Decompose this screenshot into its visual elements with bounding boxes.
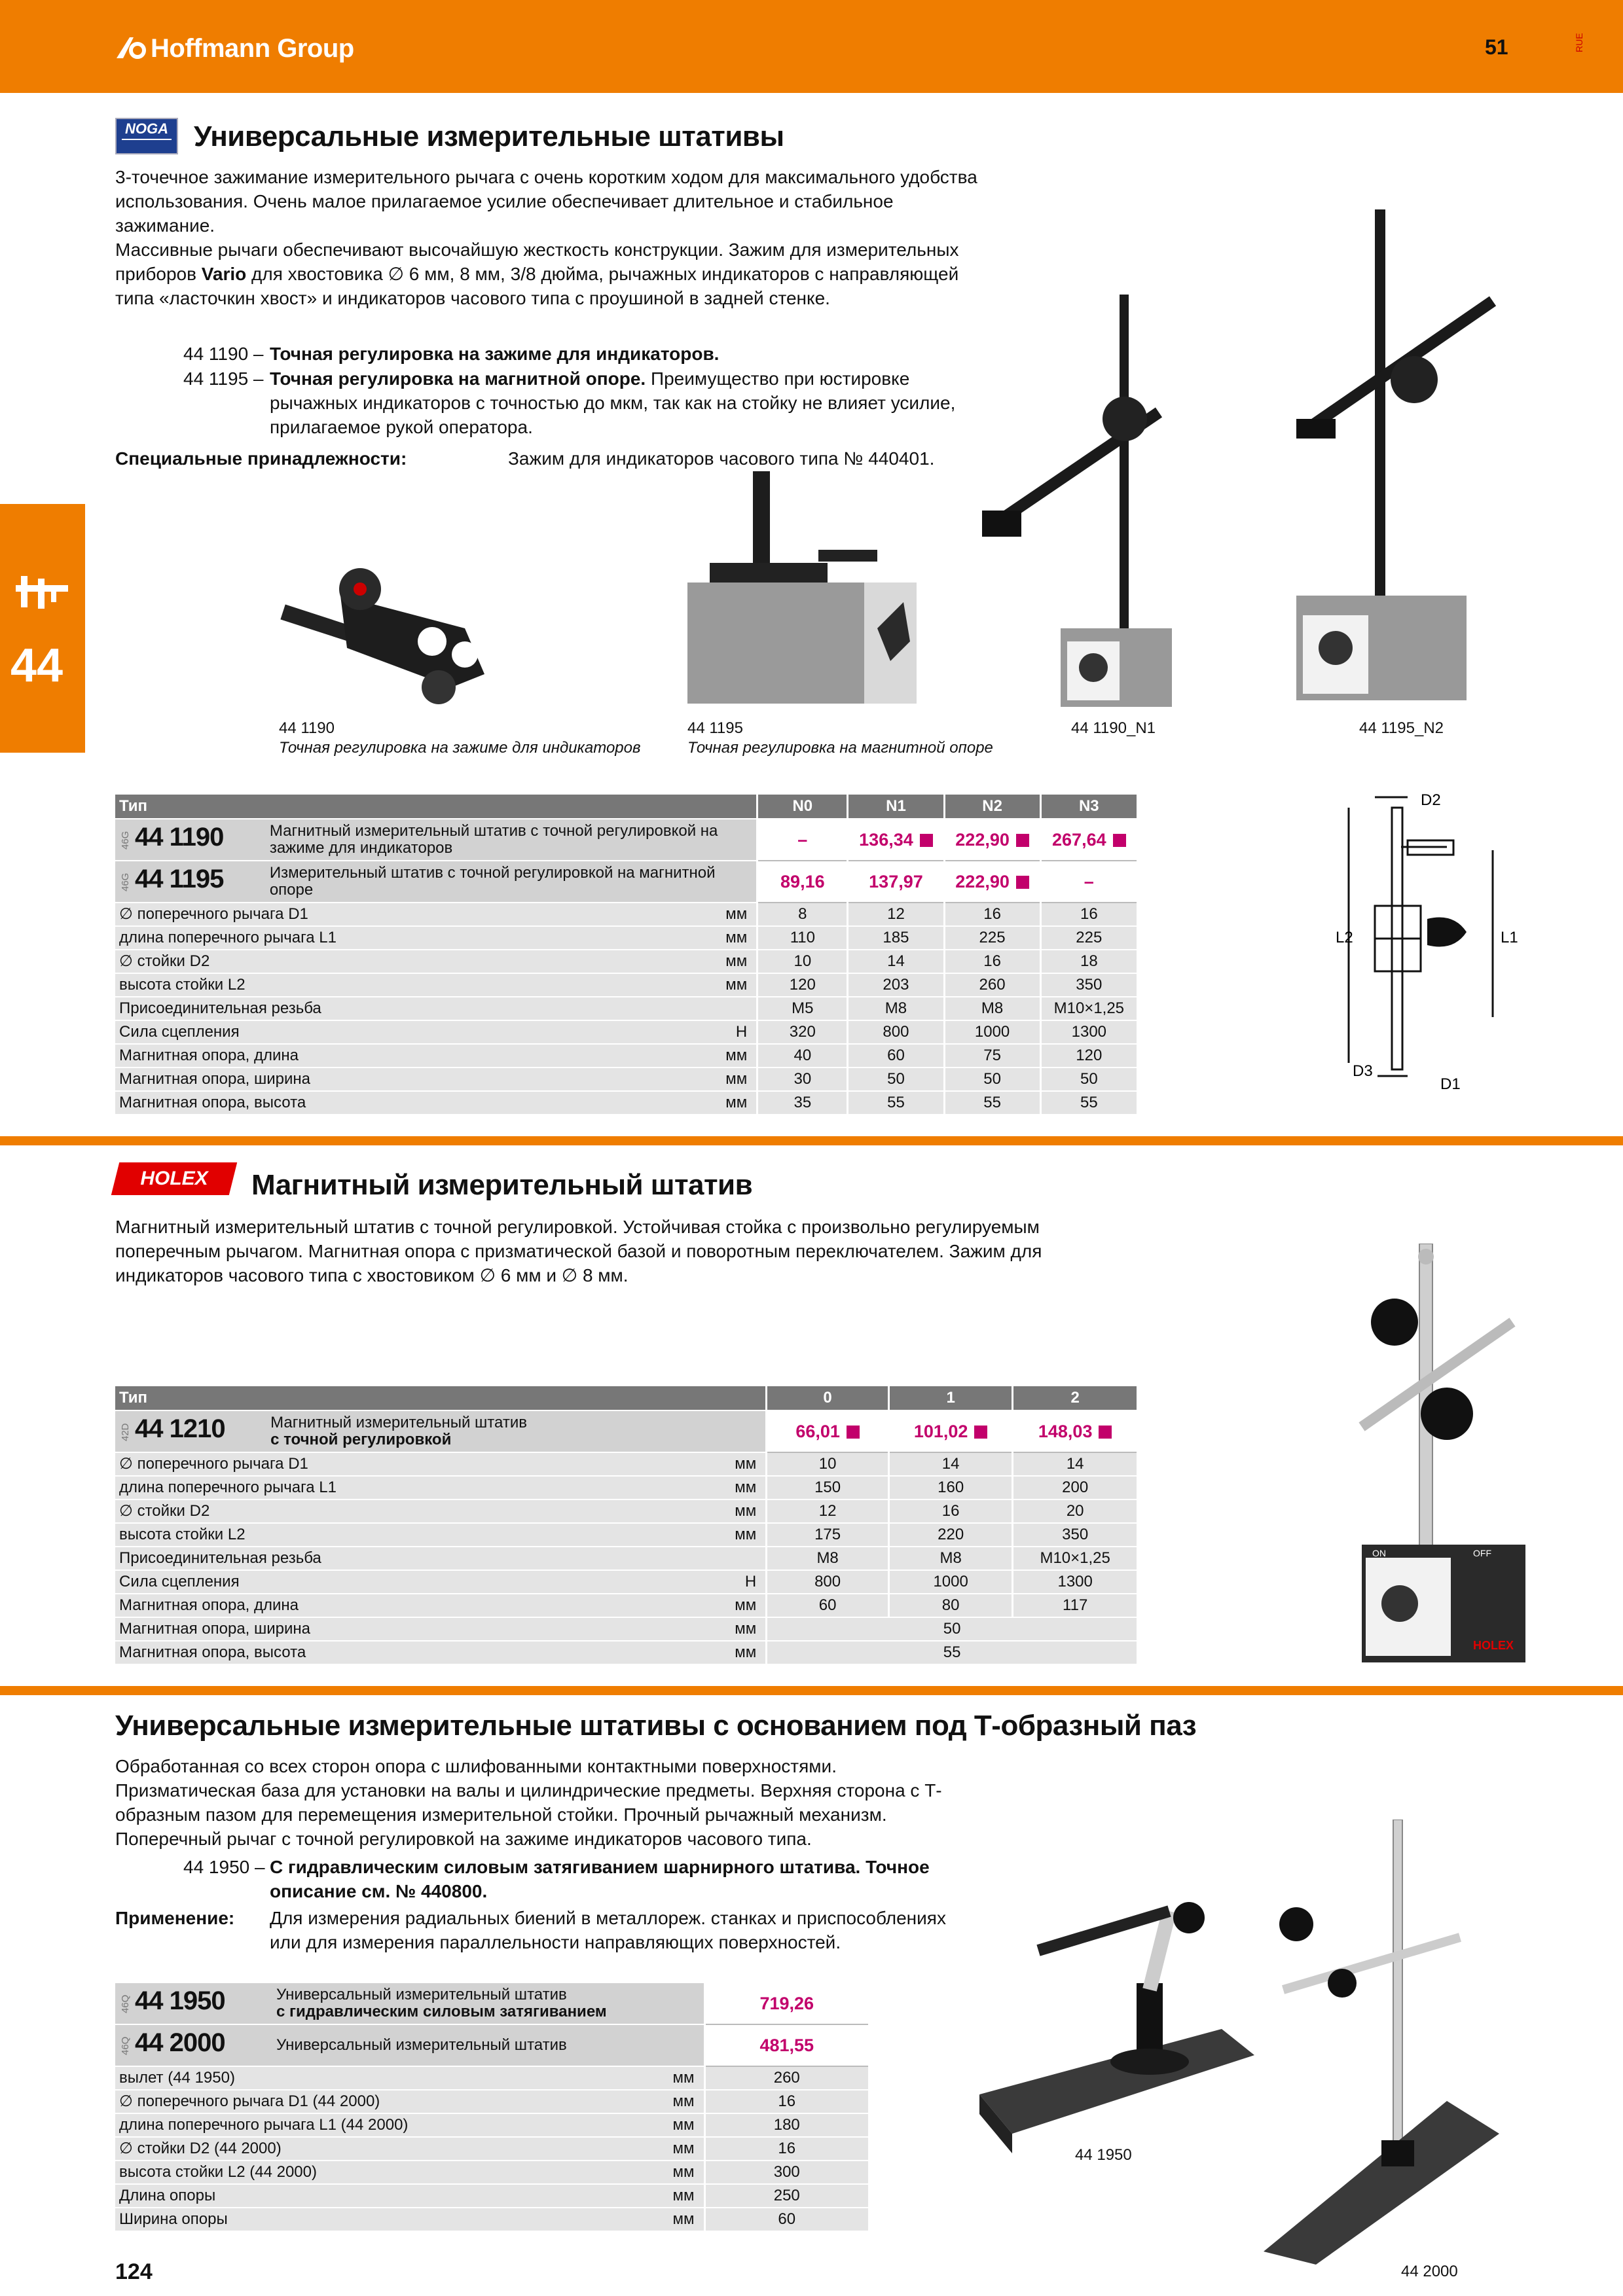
hoffmann-logo-icon	[115, 35, 147, 60]
section-divider	[0, 1136, 1623, 1145]
spec-unit: мм	[665, 2113, 704, 2137]
spec-value: 50	[767, 1617, 1137, 1641]
product-description: Магнитный измерительный штатив с точной регулировкой	[266, 1410, 767, 1452]
spec-value: 225	[1040, 926, 1137, 950]
spec-unit: мм	[665, 2184, 704, 2208]
spec-unit: мм	[600, 926, 757, 950]
article-number: 46Q 44 1950	[115, 1983, 272, 2024]
spec-label: вылет (44 1950)	[115, 2066, 665, 2090]
spec-value: 12	[848, 903, 944, 926]
spec-unit: мм	[665, 2161, 704, 2184]
spec-label: длина поперечного рычага L1	[115, 1476, 607, 1499]
table-row	[115, 1067, 1137, 1091]
type-header: Тип	[115, 1386, 767, 1410]
product-description: Универсальный измерительный штатив	[272, 2024, 704, 2066]
language-code: RUE	[1574, 33, 1584, 52]
spec-value: 150	[767, 1476, 889, 1499]
dim-label: D2	[1421, 791, 1441, 809]
spec-label: ∅ стойки D2 (44 2000)	[115, 2137, 665, 2161]
spec-value: 55	[944, 1091, 1040, 1115]
article-number: 42D 44 1210	[115, 1410, 266, 1452]
table-row	[115, 2113, 868, 2137]
product-description: Магнитный измерительный штатив с точной регулировкой на зажиме для индикаторов	[266, 819, 757, 861]
brand-logo: Hoffmann Group	[115, 34, 354, 63]
article-number: 46Q 44 2000	[115, 2024, 272, 2066]
product-row[interactable]	[115, 1983, 868, 2024]
price-cell[interactable]: 136,34	[848, 819, 944, 861]
spec-unit	[607, 1547, 767, 1570]
stand-n2-image	[1283, 196, 1499, 707]
dim-label: D1	[1440, 1075, 1461, 1093]
spec-value: 1000	[888, 1570, 1012, 1594]
spec-label: ∅ поперечного рычага D1	[115, 1452, 607, 1476]
table-row	[115, 1091, 1137, 1115]
spec-label: Магнитная опора, высота	[115, 1091, 600, 1115]
image-caption: 44 1190 Точная регулировка на зажиме для индикаторов	[279, 719, 641, 757]
column-header: 2	[1013, 1386, 1137, 1410]
switch-off-label: OFF	[1473, 1548, 1491, 1558]
table-row	[115, 2184, 868, 2208]
price-cell[interactable]: –	[1040, 861, 1137, 903]
image-caption: 44 1190_N1	[1071, 719, 1156, 737]
product-row[interactable]	[115, 2024, 868, 2066]
spec-value: M5	[757, 997, 848, 1020]
spec-label: Сила сцепления	[115, 1570, 607, 1594]
spec-label: Магнитная опора, ширина	[115, 1067, 600, 1091]
dim-label: L1	[1501, 929, 1518, 946]
spec-value: 203	[848, 973, 944, 997]
column-header: N2	[944, 795, 1040, 819]
spec-unit: мм	[600, 950, 757, 973]
spec-unit: мм	[600, 1091, 757, 1115]
spec-value: M8	[848, 997, 944, 1020]
spec-unit: мм	[665, 2090, 704, 2113]
spec-unit: мм	[600, 1067, 757, 1091]
table-row	[115, 1617, 1137, 1641]
image-caption: 44 1195_N2	[1359, 719, 1444, 737]
spec-value: 250	[704, 2184, 868, 2208]
spec-value: 55	[767, 1641, 1137, 1664]
spec-label: высота стойки L2 (44 2000)	[115, 2161, 665, 2184]
dim-label: D3	[1353, 1062, 1373, 1080]
column-header: 1	[888, 1386, 1012, 1410]
spec-value: 14	[888, 1452, 1012, 1476]
chapter-tab	[0, 504, 85, 753]
spec-unit: Н	[600, 1020, 757, 1044]
table-row	[115, 926, 1137, 950]
image-caption: 44 2000	[1401, 2263, 1458, 2280]
column-header: N3	[1040, 795, 1137, 819]
spec-value: 55	[848, 1091, 944, 1115]
price-cell[interactable]: 222,90	[944, 861, 1040, 903]
spec-label: Магнитная опора, ширина	[115, 1617, 607, 1641]
chapter-number: 44	[10, 639, 64, 692]
spec-value: 50	[944, 1067, 1040, 1091]
spec-value: 260	[944, 973, 1040, 997]
price-cell[interactable]: 222,90	[944, 819, 1040, 861]
table-row	[115, 1641, 1137, 1664]
holex-logo: HOLEX	[111, 1162, 237, 1195]
note-code: 44 1950 –	[183, 1857, 265, 1877]
magnetic-base-image	[681, 471, 943, 707]
spec-value: 1300	[1040, 1020, 1137, 1044]
spec-value: 14	[848, 950, 944, 973]
spec-value: 8	[757, 903, 848, 926]
price-cell[interactable]: 481,55	[704, 2024, 868, 2066]
spec-value: 200	[1013, 1476, 1137, 1499]
note-code: 44 1195 –	[183, 368, 264, 389]
spec-value: 60	[767, 1594, 889, 1617]
spec-unit: мм	[607, 1617, 767, 1641]
spec-value: 16	[704, 2137, 868, 2161]
stock-marker-icon	[847, 1426, 860, 1439]
table-row	[115, 1547, 1137, 1570]
table-row	[115, 2208, 868, 2231]
spec-label: ∅ поперечного рычага D1 (44 2000)	[115, 2090, 665, 2113]
spec-table-stands	[115, 795, 1137, 1115]
switch-on-label: ON	[1372, 1548, 1386, 1558]
spec-value: 800	[767, 1570, 889, 1594]
spec-value: 180	[704, 2113, 868, 2137]
product-row[interactable]	[115, 819, 1137, 861]
table-row	[115, 1594, 1137, 1617]
page-number: 51	[1485, 35, 1508, 59]
section-title: Универсальные измерительные штативы	[194, 120, 784, 152]
table-row	[115, 1452, 1137, 1476]
spec-label: Магнитная опора, высота	[115, 1641, 607, 1664]
section-title: Магнитный измерительный штатив	[251, 1169, 753, 1201]
table-header-row	[115, 795, 1137, 819]
dim-label: L2	[1336, 929, 1353, 946]
spec-unit: мм	[607, 1499, 767, 1523]
product-row[interactable]	[115, 861, 1137, 903]
section-divider	[0, 1686, 1623, 1695]
spec-label: Присоединительная резьба	[115, 997, 600, 1020]
spec-value: 1300	[1013, 1570, 1137, 1594]
spec-label: высота стойки L2	[115, 1523, 607, 1547]
table-row	[115, 1044, 1137, 1067]
spec-unit: Н	[607, 1570, 767, 1594]
spec-value: 120	[757, 973, 848, 997]
spec-unit: мм	[665, 2066, 704, 2090]
stock-marker-icon	[1016, 876, 1029, 889]
spec-value: 160	[888, 1476, 1012, 1499]
intro-paragraph: 3-точечное зажимание измерительного рычага с очень коротким ходом для максимального удобства использования. Очень малое прилагаемое усилие обеспечивает длительное и стабильное зажимание.	[115, 167, 977, 236]
table-row	[115, 973, 1137, 997]
description-paragraph: Массивные рычаги обеспечивают высочайшую жесткость конструкции. Зажим для измерительных приборов Vario для хвостовика ∅ 6 мм, 8 мм, 3/8 дюйма, рычажных индикаторов с направляющей типа «ласточкин хвост» и индикаторов часового типа с проушиной в задней стенке.	[115, 240, 959, 308]
spec-unit: мм	[607, 1476, 767, 1499]
spec-value: 16	[1040, 903, 1137, 926]
spec-value: 60	[704, 2208, 868, 2231]
spec-value: M8	[767, 1547, 889, 1570]
stock-marker-icon	[974, 1426, 987, 1439]
price-cell[interactable]: 719,26	[704, 1983, 868, 2024]
spec-value: 12	[767, 1499, 889, 1523]
table-row	[115, 2090, 868, 2113]
spec-value: 60	[848, 1044, 944, 1067]
spec-value: 800	[848, 1020, 944, 1044]
spec-value: M10×1,25	[1013, 1547, 1137, 1570]
application-text: Для измерения радиальных биений в металлореж. станках и приспособлениях или для измерения параллельности направляющих поверхностей.	[270, 1908, 946, 1952]
spec-label: длина поперечного рычага L1	[115, 926, 600, 950]
holex-stand-image	[1349, 1244, 1584, 1669]
spec-unit: мм	[665, 2208, 704, 2231]
spec-value: 40	[757, 1044, 848, 1067]
column-header: N0	[757, 795, 848, 819]
spec-value: M8	[888, 1547, 1012, 1570]
description-paragraph: Магнитный измерительный штатив с точной регулировкой. Устойчивая стойка с произвольно регулируемым поперечным рычагом. Магнитная опора с призматической базой и поворотным переключателем. Зажим для индикаторов часового типа с хвостовиком ∅ 6 мм и ∅ 8 мм.	[115, 1217, 1042, 1285]
image-brand-label: HOLEX	[1473, 1639, 1514, 1652]
description-paragraph: Обработанная со всех сторон опора с шлифованными контактными поверхностями. Призматическая база для установки на валы и цилиндрические предметы. Верхняя сторона с Т-образным пазом для перемещения измерительной стойки. Прочный рычажный механизм. Поперечный рычаг с точной регулировкой на зажиме индикаторов часового типа.	[115, 1756, 942, 1849]
spec-value: 110	[757, 926, 848, 950]
article-number: 46G 44 1190	[115, 819, 266, 861]
spec-label: Магнитная опора, длина	[115, 1044, 600, 1067]
spec-label: ∅ стойки D2	[115, 1499, 607, 1523]
spec-value: 18	[1040, 950, 1137, 973]
table-row	[115, 2066, 868, 2090]
note-text: С гидравлическим силовым затягиванием шарнирного штатива. Точное описание см. № 440800.	[270, 1857, 930, 1901]
spec-value: 1000	[944, 1020, 1040, 1044]
table-row	[115, 950, 1137, 973]
spec-value: 30	[757, 1067, 848, 1091]
accessories-label: Специальные принадлежности:	[115, 448, 407, 469]
stock-marker-icon	[920, 834, 933, 847]
spec-value: 16	[944, 903, 1040, 926]
spec-label: Магнитная опора, длина	[115, 1594, 607, 1617]
image-caption: 44 1195 Точная регулировка на магнитной опоре	[687, 719, 993, 757]
column-header: N1	[848, 795, 944, 819]
table-row	[115, 1499, 1137, 1523]
price-cell[interactable]: 267,64	[1040, 819, 1137, 861]
fine-adjust-clamp-image	[268, 556, 524, 707]
product-description: Измерительный штатив с точной регулировкой на магнитной опоре	[266, 861, 757, 903]
spec-value: 350	[1040, 973, 1137, 997]
product-row[interactable]	[115, 1410, 1137, 1452]
table-header-row	[115, 1386, 1137, 1410]
spec-unit: мм	[600, 1044, 757, 1067]
article-number: 46G 44 1195	[115, 861, 266, 903]
spec-value: 35	[757, 1091, 848, 1115]
spec-value: 10	[757, 950, 848, 973]
spec-unit: мм	[607, 1523, 767, 1547]
stock-marker-icon	[1113, 834, 1126, 847]
spec-value: 16	[704, 2090, 868, 2113]
spec-value: M10×1,25	[1040, 997, 1137, 1020]
spec-value: 120	[1040, 1044, 1137, 1067]
spec-label: длина поперечного рычага L1 (44 2000)	[115, 2113, 665, 2137]
spec-value: 55	[1040, 1091, 1137, 1115]
stock-marker-icon	[1099, 1426, 1112, 1439]
spec-value: 50	[848, 1067, 944, 1091]
table-row	[115, 997, 1137, 1020]
price-cell[interactable]: 89,16	[757, 861, 848, 903]
stand-n1-image	[969, 275, 1172, 707]
table-row	[115, 2161, 868, 2184]
spec-label: ∅ поперечного рычага D1	[115, 903, 600, 926]
price-cell[interactable]: 137,97	[848, 861, 944, 903]
spec-value: 16	[888, 1499, 1012, 1523]
spec-label: ∅ стойки D2	[115, 950, 600, 973]
note-text: Точная регулировка на зажиме для индикаторов.	[270, 344, 720, 364]
section-title: Универсальные измерительные штативы с основанием под Т-образный паз	[115, 1710, 1197, 1742]
spec-value: M8	[944, 997, 1040, 1020]
spec-value: 350	[1013, 1523, 1137, 1547]
spec-unit: мм	[600, 903, 757, 926]
spec-label: Сила сцепления	[115, 1020, 600, 1044]
spec-label: Ширина опоры	[115, 2208, 665, 2231]
spec-value: 260	[704, 2066, 868, 2090]
spec-unit: мм	[607, 1452, 767, 1476]
product-description: Универсальный измерительный штатив с гидравлическим силовым затягиванием	[272, 1983, 704, 2024]
spec-table-tslot	[115, 1983, 868, 2232]
price-cell[interactable]: 66,01	[767, 1410, 889, 1452]
spec-value: 10	[767, 1452, 889, 1476]
spec-label: Присоединительная резьба	[115, 1547, 607, 1570]
caliper-icon	[12, 569, 72, 615]
table-row	[115, 1476, 1137, 1499]
spec-value: 320	[757, 1020, 848, 1044]
spec-label: высота стойки L2	[115, 973, 600, 997]
footer-page-number: 124	[115, 2259, 153, 2284]
spec-unit: мм	[665, 2137, 704, 2161]
spec-value: 20	[1013, 1499, 1137, 1523]
note-code: 44 1190 –	[183, 344, 264, 364]
spec-table-holex	[115, 1386, 1137, 1665]
table-row	[115, 1523, 1137, 1547]
tslot-stand-image	[1264, 1820, 1512, 2265]
spec-value: 80	[888, 1594, 1012, 1617]
table-row	[115, 1020, 1137, 1044]
spec-value: 50	[1040, 1067, 1137, 1091]
note-text: Точная регулировка на магнитной опоре. Преимущество при юстировке рычажных индикаторов с точностью до мкм, так как на стойку не влияет усилие, прилагаемое рукой оператора.	[270, 368, 956, 437]
type-header: Тип	[115, 795, 757, 819]
spec-label: Длина опоры	[115, 2184, 665, 2208]
spec-unit: мм	[607, 1594, 767, 1617]
spec-value: 16	[944, 950, 1040, 973]
tslot-articulated-stand-image	[973, 1898, 1261, 2160]
price-cell[interactable]: 148,03	[1013, 1410, 1137, 1452]
spec-value: 220	[888, 1523, 1012, 1547]
spec-value: 300	[704, 2161, 868, 2184]
spec-unit: мм	[600, 973, 757, 997]
table-row	[115, 1570, 1137, 1594]
table-row	[115, 903, 1137, 926]
stock-marker-icon	[1016, 834, 1029, 847]
noga-logo: NOGA	[115, 118, 178, 154]
price-cell[interactable]: 101,02	[888, 1410, 1012, 1452]
spec-unit	[600, 997, 757, 1020]
image-caption: 44 1950	[1075, 2146, 1132, 2164]
dimension-drawing	[1336, 788, 1545, 1096]
spec-value: 75	[944, 1044, 1040, 1067]
spec-value: 117	[1013, 1594, 1137, 1617]
column-header: 0	[767, 1386, 889, 1410]
spec-unit: мм	[607, 1641, 767, 1664]
spec-value: 14	[1013, 1452, 1137, 1476]
table-row	[115, 2137, 868, 2161]
spec-value: 225	[944, 926, 1040, 950]
spec-value: 175	[767, 1523, 889, 1547]
price-cell[interactable]: –	[757, 819, 848, 861]
accessories-text: Зажим для индикаторов часового типа № 440401.	[508, 448, 935, 469]
spec-value: 185	[848, 926, 944, 950]
application-label: Применение:	[115, 1908, 235, 1928]
